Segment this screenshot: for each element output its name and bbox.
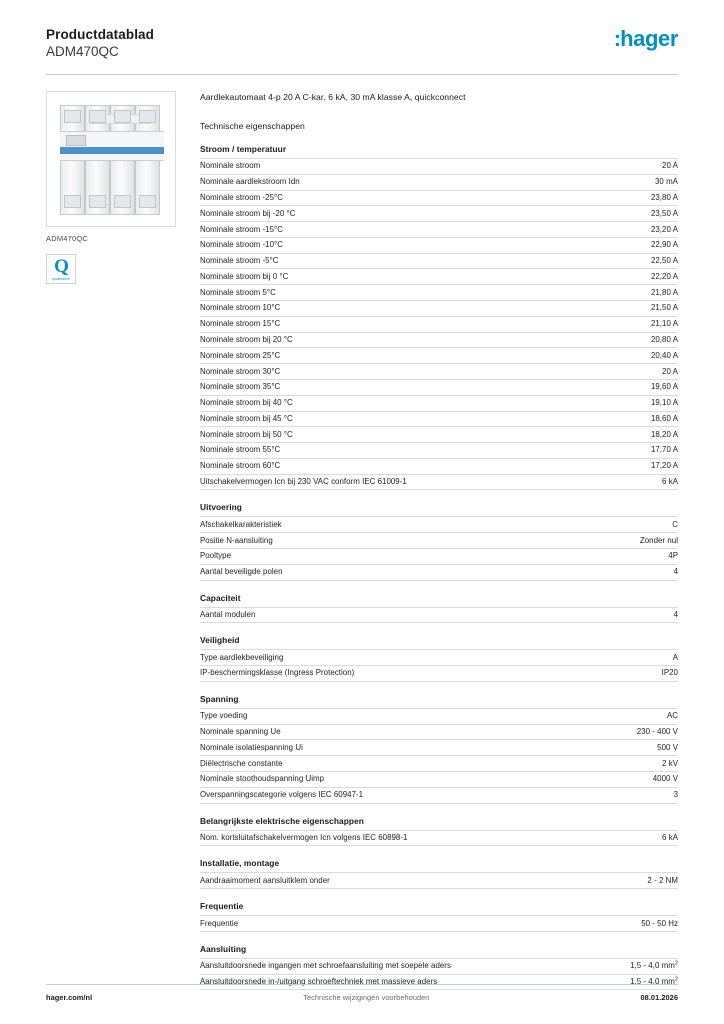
spec-value: 23,20 A (650, 224, 678, 234)
spec-value: 4 (673, 567, 678, 577)
spec-value: IP20 (661, 668, 678, 678)
table-row (200, 411, 678, 427)
device-terminal (64, 110, 81, 123)
page-header (46, 0, 678, 74)
table-row (200, 958, 678, 974)
table-row (200, 916, 678, 932)
footer-website-link[interactable]: hager.com/nl (46, 993, 93, 1002)
product-reference: ADM470QC (46, 44, 119, 59)
spec-label: Aansluitdoorsnede in-/uitgang schroeftechniek met massieve aders (200, 977, 438, 987)
table-row (200, 348, 678, 364)
table-row (200, 873, 678, 889)
spec-value: 6 kA (662, 832, 678, 842)
spec-value: 2 - 2 NM (647, 875, 678, 885)
header-titles (46, 26, 154, 60)
spec-value: 22,20 A (650, 271, 678, 281)
spec-label: Nominale stroom bij 20 °C (200, 334, 293, 344)
spec-group-title: Spanning (200, 693, 239, 704)
table-row (200, 253, 678, 269)
spec-value: 23,50 A (650, 208, 678, 218)
spec-label: Nominale stroom 15°C (200, 319, 281, 329)
table-row (200, 533, 678, 549)
spec-value: 23,80 A (650, 192, 678, 202)
spec-label: Nominale stroom -10°C (200, 240, 283, 250)
spec-label: Nominale stroom 60°C (200, 461, 281, 471)
spec-value: 230 - 400 V (636, 727, 678, 737)
device-terminal (114, 110, 131, 123)
table-row (200, 285, 678, 301)
table-row (200, 548, 678, 564)
table-row (200, 427, 678, 443)
spec-value: 30 mA (654, 177, 678, 187)
spec-table (200, 872, 678, 889)
table-row (200, 174, 678, 190)
spec-label: Positie N-aansluiting (200, 535, 273, 545)
spec-table (200, 516, 678, 580)
spec-value: 1,5 - 4,0 $mm^2$ (630, 976, 678, 987)
spec-label: Nominale spanning Ue (200, 727, 281, 737)
spec-label: Nominale isolatiespanning Ui (200, 742, 303, 752)
spec-group (200, 635, 678, 682)
spec-group-title: Uitvoering (200, 502, 242, 513)
device-terminal (139, 110, 156, 123)
table-row (200, 830, 678, 846)
spec-label: Nominale stroom bij 45 °C (200, 413, 293, 423)
table-row (200, 666, 678, 682)
logo-wordmark: hager (620, 26, 678, 51)
spec-value: 1,5 - 4,0 $mm^2$ (630, 960, 678, 971)
product-media-column (46, 91, 176, 1002)
spec-label: Nominale stroom bij -20 °C (200, 208, 296, 218)
spec-group (200, 694, 678, 804)
spec-label: Nominale stroom 5°C (200, 287, 276, 297)
spec-value: 21,50 A (650, 303, 678, 313)
spec-label: Aantal modulen (200, 609, 256, 619)
table-row (200, 395, 678, 411)
spec-group (200, 858, 678, 889)
device-terminal (89, 195, 106, 208)
certification-badge (46, 254, 76, 284)
spec-label: Nominale stroom 55°C (200, 445, 281, 455)
spec-label: Nom. kortsluitafschakelvermogen Icn volgens IEC 60898-1 (200, 832, 408, 842)
spec-value: 20,80 A (650, 334, 678, 344)
spec-label: Nominale stroom 25°C (200, 350, 281, 360)
spec-value: 19,10 A (650, 398, 678, 408)
footer-disclaimer: Technische wijzigingen voorbehouden (303, 993, 430, 1002)
product-image-caption: ADM470QC (46, 234, 89, 243)
spec-value: 19,60 A (650, 382, 678, 392)
spec-label: Type voeding (200, 711, 248, 721)
spec-label: Frequentie (200, 918, 239, 928)
spec-value: 4 (673, 609, 678, 619)
table-row (200, 379, 678, 395)
table-row (200, 316, 678, 332)
spec-group-title: Belangrijkste elektrische eigenschappen (200, 815, 364, 826)
spec-value: 2 kV (662, 758, 678, 768)
spec-label: Diëlectrische constante (200, 758, 283, 768)
spec-label: Afschakelkarakteristiek (200, 519, 282, 529)
spec-value: 3 (673, 790, 678, 800)
device-terminal (89, 110, 106, 123)
spec-value: 4P (668, 551, 678, 561)
spec-table (200, 649, 678, 682)
spec-value: 20 A (662, 366, 678, 376)
spec-label: Nominale stroom -15°C (200, 224, 283, 234)
spec-group (200, 901, 678, 932)
spec-table (200, 607, 678, 624)
spec-table (200, 915, 678, 932)
spec-value: AC (666, 711, 678, 721)
table-row (200, 564, 678, 580)
table-row (200, 708, 678, 724)
qualimarine-icon: Q (54, 256, 69, 277)
spec-table (200, 830, 678, 847)
spec-value: 20,40 A (650, 350, 678, 360)
device-terminal (114, 195, 131, 208)
spec-label: Aantal beveiligde polen (200, 567, 283, 577)
table-row (200, 650, 678, 666)
table-row (200, 740, 678, 756)
table-row (200, 190, 678, 206)
table-row (200, 787, 678, 803)
spec-value: 18,20 A (650, 429, 678, 439)
spec-group-title: Frequentie (200, 901, 244, 912)
specification-column (176, 91, 678, 1002)
spec-group-title: Veiligheid (200, 635, 240, 646)
spec-value: 17,70 A (650, 445, 678, 455)
spec-value: 50 - 50 Hz (641, 918, 678, 928)
table-row (200, 443, 678, 459)
table-row (200, 474, 678, 490)
spec-value: C (672, 519, 678, 529)
spec-value: 21,10 A (650, 319, 678, 329)
spec-label: Nominale stroom -5°C (200, 256, 279, 266)
table-row (200, 301, 678, 317)
logo-colon-icon: : (613, 26, 621, 51)
technical-properties-heading: Technische eigenschappen (200, 121, 305, 131)
table-row (200, 772, 678, 788)
footer-divider (46, 984, 678, 985)
footer-date: 08.01.2026 (640, 993, 678, 1002)
table-row (200, 206, 678, 222)
table-row (200, 724, 678, 740)
spec-value: 17,20 A (650, 461, 678, 471)
spec-label: Aansluitdoorsnede ingangen met schroefaansluiting met soepele aders (200, 961, 451, 971)
certification-label: qualimarine (52, 277, 70, 281)
page-footer (46, 984, 678, 1002)
table-row (200, 332, 678, 348)
spec-label: Nominale stroom -25°C (200, 192, 283, 202)
table-row (200, 222, 678, 238)
spec-value: 500 V (657, 742, 678, 752)
spec-group-title: Aansluiting (200, 943, 247, 954)
device-blue-stripe (60, 147, 164, 154)
hager-logo (614, 26, 678, 50)
spec-value: 22,90 A (650, 240, 678, 250)
spec-value: Zonder nul (639, 535, 678, 545)
table-row (200, 159, 678, 175)
table-row (200, 269, 678, 285)
spec-table (200, 158, 678, 490)
product-description: Aardlekautomaat 4-p 20 A C-kar. 6 kA, 30 mA klasse A, quickconnect (200, 92, 466, 102)
table-row (200, 458, 678, 474)
spec-groups (200, 144, 678, 990)
product-image (46, 91, 176, 227)
spec-value: 20 A (662, 161, 678, 171)
spec-label: Nominale stroom bij 50 °C (200, 429, 293, 439)
page-content (46, 75, 678, 1002)
page-title: Productdatablad (46, 27, 155, 42)
table-row (200, 517, 678, 533)
spec-value: 6 kA (662, 477, 678, 487)
spec-value: 18,60 A (650, 413, 678, 423)
spec-group (200, 502, 678, 580)
spec-group-title: Installatie, montage (200, 858, 280, 869)
spec-label: Nominale stroom 35°C (200, 382, 281, 392)
spec-group (200, 593, 678, 624)
spec-value: 21,80 A (650, 287, 678, 297)
spec-label: Nominale stoothoudspanning Uimp (200, 774, 325, 784)
spec-label: Aandraaimoment aansluitklem onder (200, 875, 330, 885)
table-row (200, 237, 678, 253)
spec-label: Nominale aardlekstroom Idn (200, 177, 300, 187)
circuit-breaker-illustration (60, 105, 164, 215)
spec-value: 4000 V (652, 774, 678, 784)
spec-label: Uitschakelvermogen Icn bij 230 VAC conform IEC 61009-1 (200, 477, 407, 487)
spec-label: IP-beschermingsklasse (Ingress Protection) (200, 668, 355, 678)
spec-table (200, 708, 678, 804)
spec-label: Type aardlekbeveiliging (200, 652, 284, 662)
table-row (200, 756, 678, 772)
spec-group (200, 144, 678, 490)
spec-label: Nominale stroom bij 40 °C (200, 398, 293, 408)
spec-label: Overspanningscategorie volgens IEC 60947-1 (200, 790, 364, 800)
spec-label: Nominale stroom 30°C (200, 366, 281, 376)
table-row (200, 607, 678, 623)
spec-value: 22,50 A (650, 256, 678, 266)
spec-label: Nominale stroom (200, 161, 261, 171)
spec-value: A (672, 652, 678, 662)
spec-label: Nominale stroom 10°C (200, 303, 281, 313)
spec-group-title: Stroom / temperatuur (200, 144, 287, 154)
table-row (200, 364, 678, 380)
spec-group (200, 816, 678, 847)
spec-label: Pooltype (200, 551, 232, 561)
spec-label: Nominale stroom bij 0 °C (200, 271, 289, 281)
device-terminal (139, 195, 156, 208)
spec-group-title: Capaciteit (200, 592, 241, 603)
device-toggle-lever (66, 135, 86, 146)
device-terminal (64, 195, 81, 208)
